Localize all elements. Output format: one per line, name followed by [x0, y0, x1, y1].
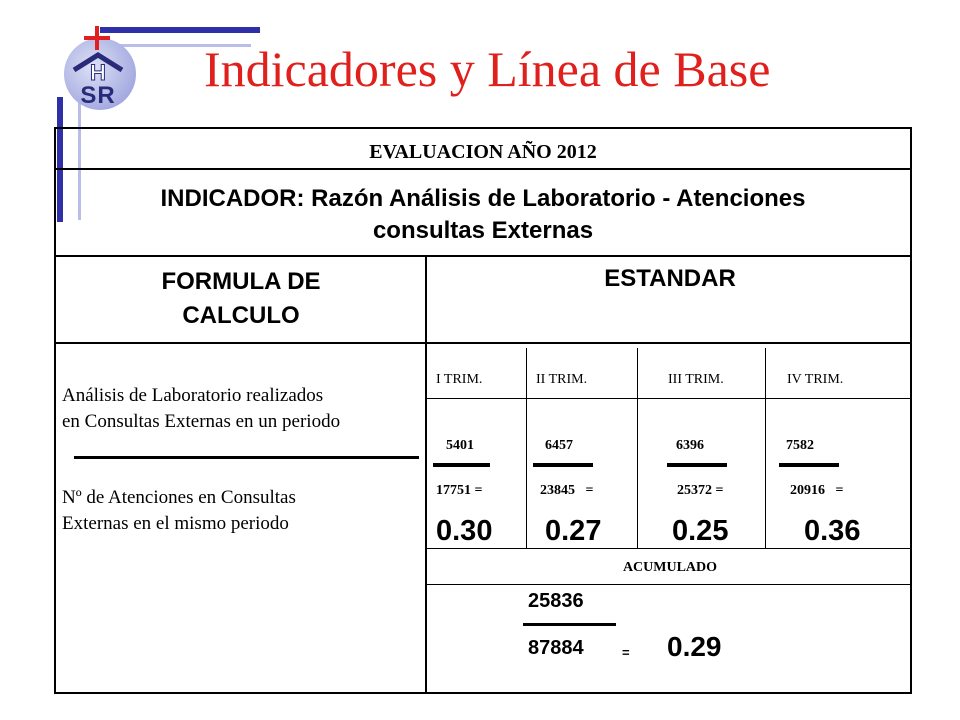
denominator-line: Nº de Atenciones en Consultas: [62, 487, 296, 508]
accumulated-fraction-line: [523, 623, 616, 626]
page-title: Indicadores y Línea de Base: [204, 41, 771, 97]
formula-header-line: CALCULO: [182, 302, 300, 329]
quarters-divider: [427, 398, 912, 399]
quarter-denominator: 25372 =: [677, 483, 724, 498]
quarter-denominator: 23845 =: [540, 483, 594, 498]
table-divider: [54, 342, 912, 344]
quarter-fraction-line: [533, 463, 593, 467]
accumulated-numerator: 25836: [528, 590, 584, 612]
indicator-name: [56, 183, 910, 247]
quarter-result: 0.36: [804, 515, 861, 547]
quarter-label: II TRIM.: [536, 372, 588, 387]
indicator-line: INDICADOR: Razón Análisis de Laboratorio - Atenciones: [160, 185, 806, 212]
logo-letter-h: H: [90, 60, 106, 85]
quarter-label: I TRIM.: [436, 372, 483, 387]
fraction-line: [74, 456, 419, 459]
numerator-line: Análisis de Laboratorio realizados: [62, 385, 324, 406]
formula-header-line: FORMULA DE: [161, 268, 321, 295]
accumulated-equals: =: [622, 645, 630, 660]
quarter-result: 0.30: [436, 515, 493, 547]
accumulated-denominator: 87884: [528, 637, 584, 659]
quarter-fraction-line: [433, 463, 490, 467]
quarter-fraction-line: [667, 463, 727, 467]
quarter-label: IV TRIM.: [787, 372, 844, 387]
quarter-fraction-line: [779, 463, 839, 467]
quarter-denominator: 20916 =: [790, 483, 844, 498]
accumulated-result: 0.29: [667, 631, 722, 662]
quarter-result: 0.27: [545, 515, 602, 547]
numerator-line: en Consultas Externas en un periodo: [62, 411, 341, 432]
quarter-numerator: 6457: [545, 438, 573, 453]
quarter-result: 0.25: [672, 515, 729, 547]
quarter-numerator: 7582: [786, 438, 814, 453]
hospital-logo: [58, 30, 138, 110]
quarter-numerator: 5401: [446, 438, 474, 453]
table-divider: [54, 168, 912, 170]
denominator-line: Externas en el mismo periodo: [62, 513, 289, 534]
formula-denominator: [62, 485, 422, 537]
quarter-divider: [765, 348, 766, 548]
quarter-divider: [637, 348, 638, 548]
quarter-label: III TRIM.: [668, 372, 724, 387]
indicator-line: consultas Externas: [372, 217, 594, 244]
quarter-divider: [526, 348, 527, 548]
accumulated-label: ACUMULADO: [622, 560, 718, 575]
evaluation-year: EVALUACION AÑO 2012: [369, 141, 597, 163]
formula-header: [56, 265, 426, 333]
formula-numerator: [62, 383, 422, 435]
accumulated-divider: [427, 584, 912, 585]
quarter-denominator: 17751 =: [436, 483, 483, 498]
quarter-numerator: 6396: [676, 438, 704, 453]
accumulated-divider: [427, 548, 912, 549]
standard-header: ESTANDAR: [604, 265, 736, 292]
table-divider: [54, 255, 912, 257]
logo-letters-sr: SR: [80, 82, 116, 109]
logo-cross-icon-vertical: [95, 26, 99, 50]
